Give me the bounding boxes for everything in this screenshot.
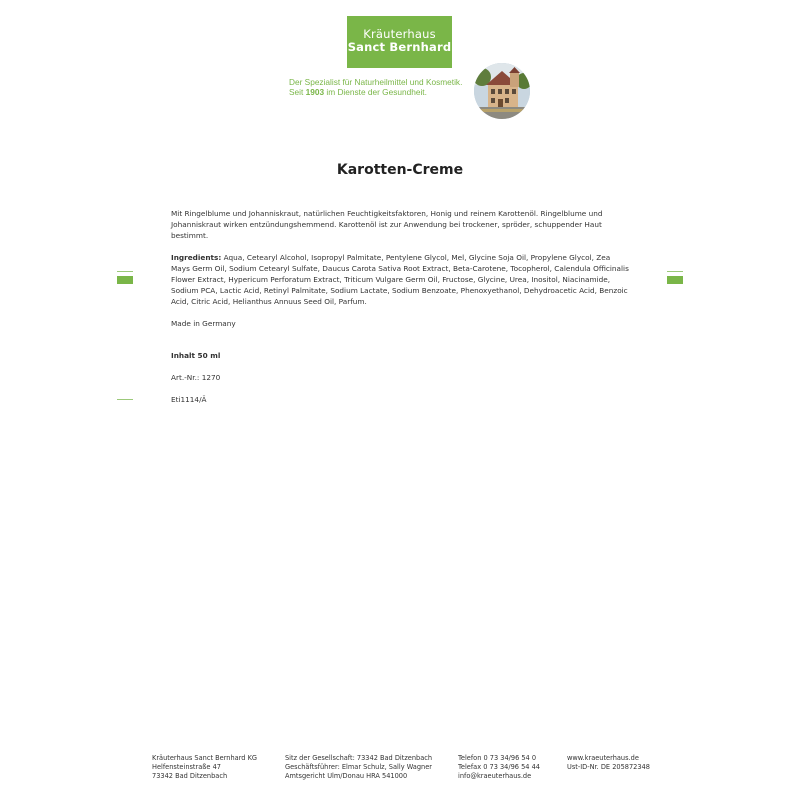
- ingredients-list: Aqua, Cetearyl Alcohol, Isopropyl Palmitate, Pentylene Glycol, Mel, Glycine Soja Oil, Propylene Glycol, Zea Mays Germ Oil, Sodium Cetearyl Sulfate, Daucus Carota Sativa Root Extract, Beta-Carotene, Tocopherol, Calendula Officinalis Flower Extract, Hypericum Perforatum Extract, Triticum Vulgare Germ Oil, Fructose, Glycine, Urea, Inositol, Niacinamide, Sodium PCA, Lactic Acid, Retinyl Palmitate, Sodium Lactate, Sodium Benzoate, Phenoxyethanol, Dehydroacetic Acid, Benzoic Acid, Citric Acid, Helianthus Annuus Seed Oil, Parfum.: [171, 253, 629, 306]
- footer-fax: Telefax 0 73 34/96 54 44: [458, 763, 540, 771]
- footer-contact: [458, 754, 540, 781]
- ingredients-label: Ingredients:: [171, 253, 222, 262]
- footer-city: 73342 Bad Ditzenbach: [152, 772, 228, 780]
- footer-vat-id: Ust-ID-Nr. DE 205872348: [567, 763, 650, 771]
- left-fold-line-bottom: [117, 399, 133, 400]
- ingredients-paragraph: [171, 252, 631, 307]
- footer-website: www.kraeuterhaus.de: [567, 754, 639, 762]
- product-details: [171, 208, 631, 416]
- left-fold-line-top: [117, 271, 133, 272]
- brand-logo: [347, 16, 452, 68]
- left-fold-mark: [117, 276, 133, 284]
- footer-court-register: Amtsgericht Ulm/Donau HRA 541000: [285, 772, 408, 780]
- footer-legal: [285, 754, 432, 781]
- footer-web: [567, 754, 650, 772]
- footer-address: [152, 754, 257, 781]
- building-photo: [474, 63, 530, 119]
- logo-line-2: Sanct Bernhard: [347, 40, 452, 54]
- logo-line-1: Kräuterhaus: [363, 27, 436, 41]
- tagline-line-1: Der Spezialist für Naturheilmittel und Kosmetik.: [289, 77, 463, 87]
- tagline-year: 1903: [305, 87, 325, 97]
- content-amount: Inhalt 50 ml: [171, 351, 221, 360]
- footer-company-name: Kräuterhaus Sanct Bernhard KG: [152, 754, 258, 762]
- footer-street: Helfensteinstraße 47: [152, 763, 221, 771]
- right-fold-mark: [667, 276, 683, 284]
- building-illustration-icon: [474, 63, 530, 119]
- label-code: Eti1114/Ä: [171, 395, 207, 404]
- made-in-text: Made in Germany: [171, 319, 236, 328]
- product-description: Mit Ringelblume und Johanniskraut, natürlichen Feuchtigkeitsfaktoren, Honig und reinem Karottenöl. Ringelblume und Johanniskraut wirken entzündungshemmend. Karottenöl ist zur Anwendung bei trockener, spröder, schuppender Haut bestimmt.: [171, 209, 603, 240]
- tagline-line-2-prefix: Seit: [289, 87, 306, 97]
- product-title: Karotten-Creme: [336, 162, 464, 178]
- right-fold-line-top: [667, 271, 683, 272]
- footer-email: info@kraeuterhaus.de: [458, 772, 532, 780]
- brand-tagline: [289, 77, 479, 97]
- footer-registered-office: Sitz der Gesellschaft: 73342 Bad Ditzenbach: [285, 754, 433, 762]
- footer-managing-directors: Geschäftsführer: Elmar Schulz, Sally Wagner: [285, 763, 432, 771]
- tagline-line-2-suffix: im Dienste der Gesundheit.: [324, 87, 427, 97]
- article-number: Art.-Nr.: 1270: [171, 373, 221, 382]
- footer-phone: Telefon 0 73 34/96 54 0: [458, 754, 537, 762]
